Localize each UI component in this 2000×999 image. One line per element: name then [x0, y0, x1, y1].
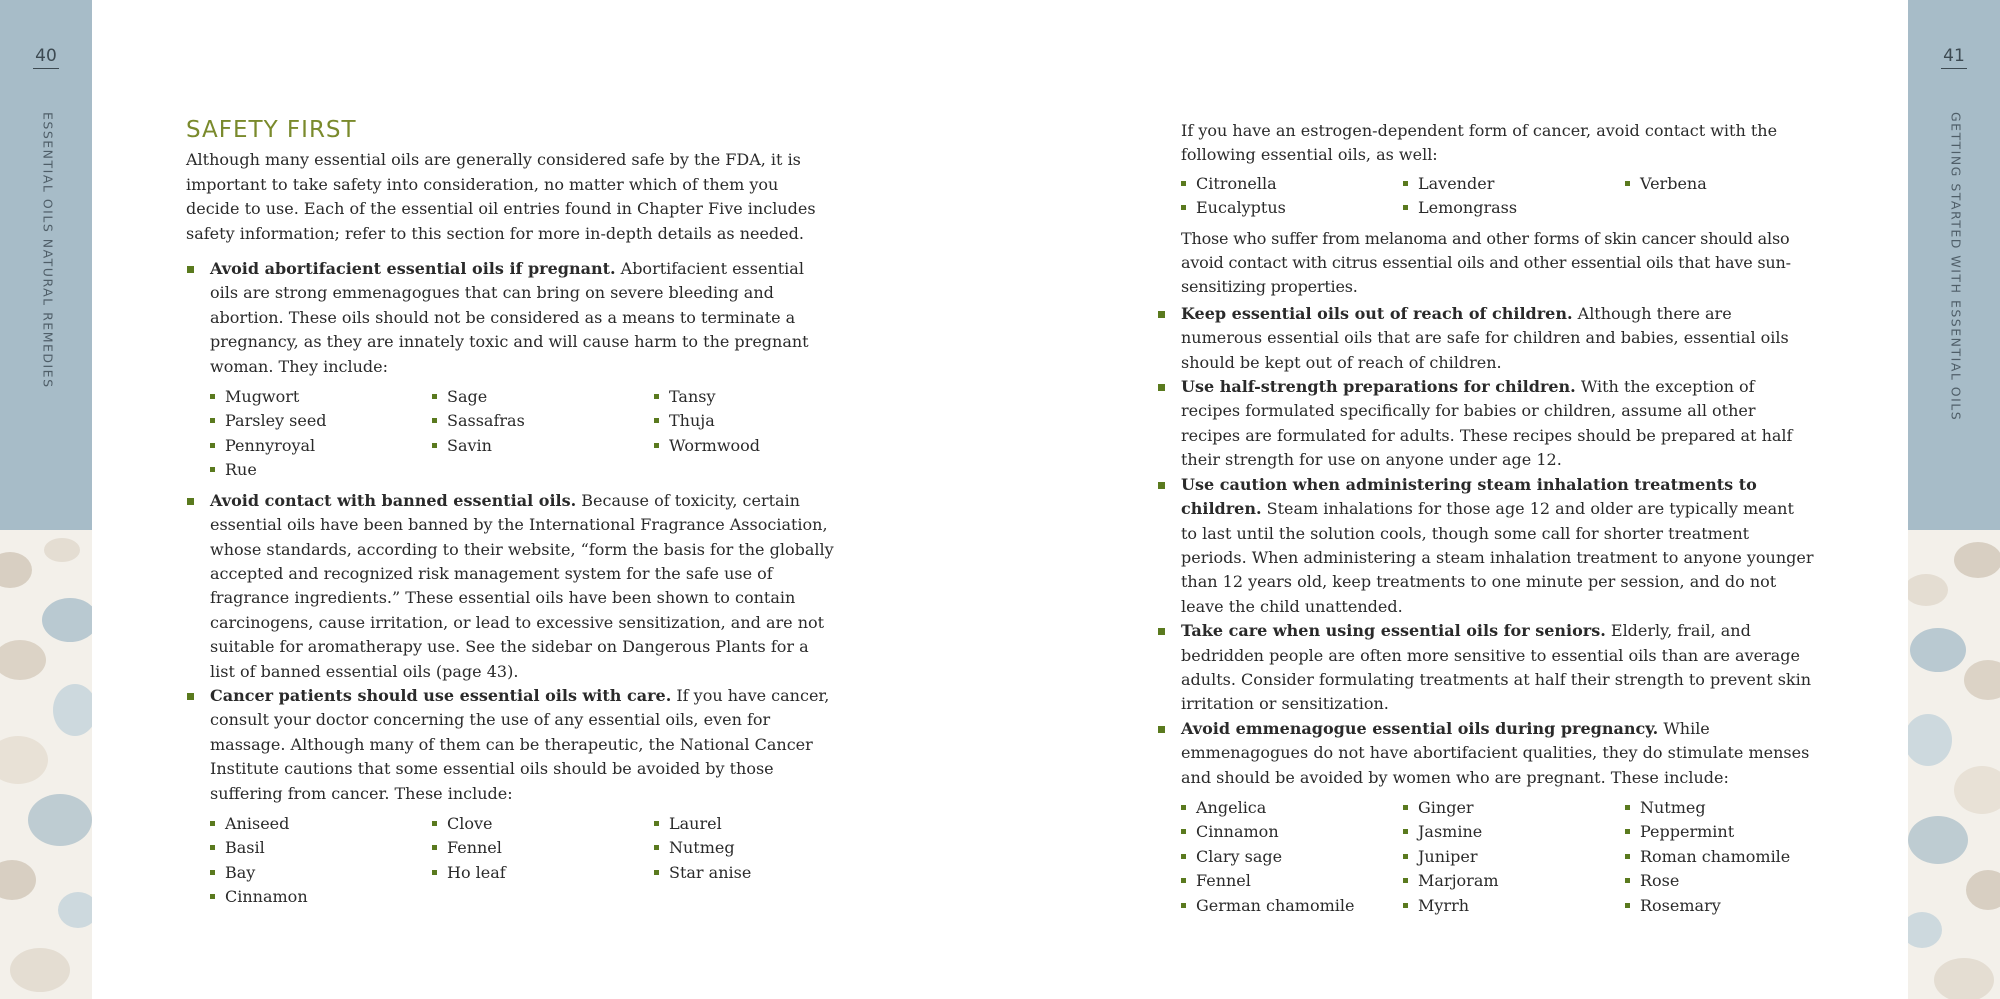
- oil-list-item: Wormwood: [654, 434, 876, 458]
- oil-list-item: Pennyroyal: [210, 434, 432, 458]
- emmenagogue-oils-list: [1181, 796, 1815, 918]
- oil-list-item: Marjoram: [1403, 869, 1625, 893]
- oil-list-item: Nutmeg: [654, 836, 876, 860]
- list-item: [1157, 619, 1815, 717]
- oil-list-item: Rue: [210, 458, 432, 482]
- left-page-column: [186, 118, 836, 916]
- oil-list-item: Thuja: [654, 409, 876, 433]
- item-heading: Take care when using essential oils for seniors.: [1181, 621, 1606, 641]
- oil-list-item: Clove: [432, 812, 654, 836]
- oil-list-item: Juniper: [1403, 845, 1625, 869]
- oil-list-item: Citronella: [1181, 172, 1403, 196]
- oil-list-item: Aniseed: [210, 812, 432, 836]
- oil-list-item: Parsley seed: [210, 409, 432, 433]
- right-page-column: [1181, 119, 1815, 924]
- item-text: While emmenagogues do not have abortifacient qualities, they do stimulate menses and should be avoided by women who are pregnant. These include:: [1181, 718, 1810, 787]
- oil-list-item: Cinnamon: [210, 885, 432, 909]
- list-item: [1157, 302, 1815, 375]
- oil-list-item: Lemongrass: [1403, 196, 1625, 220]
- oil-list-item: Verbena: [1625, 172, 1847, 196]
- right-margin-band: [1908, 0, 2000, 999]
- oil-list-item: Basil: [210, 836, 432, 860]
- oil-list-item: Lavender: [1403, 172, 1625, 196]
- item-heading: Avoid emmenagogue essential oils during pregnancy.: [1181, 718, 1659, 738]
- melanoma-note: Those who suffer from melanoma and other forms of skin cancer should also avoid contact with citrus essential oils and other essential oils that have sun-sensitizing properties.: [1181, 228, 1791, 297]
- floral-pattern-left-art: [0, 530, 92, 999]
- item-heading: Use half-strength preparations for children.: [1181, 377, 1576, 397]
- page-number-left: 40: [0, 46, 92, 69]
- item-text: With the exception of recipes formulated specifically for babies or children, assume all other recipes are formulated for adults. These recipes should be prepared at half their strength for use on anyone under age 12.: [1181, 377, 1793, 470]
- floral-pattern-right-art: [1908, 530, 2000, 999]
- item-heading: Keep essential oils out of reach of children.: [1181, 303, 1573, 323]
- oil-list-item: Fennel: [432, 836, 654, 860]
- list-item: [1157, 717, 1815, 790]
- running-head-left: ESSENTIAL OILS NATURAL REMEDIES: [40, 112, 56, 389]
- item-text: Although there are numerous essential oils that are safe for children and babies, essential oils should be kept out of reach of children.: [1181, 303, 1789, 372]
- list-item: [186, 257, 836, 379]
- left-margin-band: [0, 0, 92, 999]
- intro-paragraph: Although many essential oils are generally considered safe by the FDA, it is important to take safety into consideration, no matter which of them you decide to use. Each of the essential oil entries found in Chapter Five includes safety information; refer to this section for more in-depth details as needed.: [186, 150, 816, 243]
- running-head-right: GETTING STARTED WITH ESSENTIAL OILS: [1948, 112, 1964, 422]
- oil-list-item: Angelica: [1181, 796, 1403, 820]
- floral-pattern-right: [1908, 530, 2000, 999]
- estrogen-intro: If you have an estrogen-dependent form of cancer, avoid contact with the following essential oils, as well:: [1181, 121, 1778, 165]
- oil-list-item: German chamomile: [1181, 894, 1403, 918]
- oil-list-item: Peppermint: [1625, 820, 1847, 844]
- oil-list-item: Savin: [432, 434, 654, 458]
- abortifacient-oils-list: [210, 385, 836, 483]
- page-title: SAFETY FIRST: [186, 117, 357, 143]
- list-item: [1157, 375, 1815, 473]
- item-heading: Avoid contact with banned essential oils.: [210, 490, 577, 510]
- cancer-caution-oils-list: [210, 812, 836, 910]
- oil-list-item: Roman chamomile: [1625, 845, 1847, 869]
- item-text: Steam inhalations for those age 12 and older are typically meant to last until the solution cools, though some call for shorter treatment periods. When administering a steam inhalation treatment to anyone younger than 12 years old, keep treatments to one minute per session, and do not leave the child unattended.: [1181, 499, 1814, 616]
- item-heading: Cancer patients should use essential oils with care.: [210, 685, 672, 705]
- oil-list-item: Bay: [210, 861, 432, 885]
- floral-pattern-left: [0, 530, 92, 999]
- oil-list-item: Cinnamon: [1181, 820, 1403, 844]
- page-number-right: 41: [1908, 46, 2000, 69]
- list-item: [186, 684, 836, 806]
- item-text: Elderly, frail, and bedridden people are often more sensitive to essential oils than are average adults. Consider formulating treatments at half their strength to prevent skin irritation or sensitization.: [1181, 621, 1812, 714]
- oil-list-item: Nutmeg: [1625, 796, 1847, 820]
- item-heading: Use caution when administering steam inhalation treatments to children.: [1181, 474, 1757, 519]
- item-text: Because of toxicity, certain essential oils have been banned by the International Fragrance Association, whose standards, according to their website, “form the basis for the globally accepted and recognized risk management system for the safe use of fragrance ingredients.” These essential oils have been shown to contain carcinogens, cause irritation, or lead to excessive sensitization, and are not suitable for aromatherapy use. See the sidebar on Dangerous Plants for a list of banned essential oils (page 43).: [210, 490, 834, 681]
- oil-list-item: Ginger: [1403, 796, 1625, 820]
- item-text: If you have cancer, consult your doctor concerning the use of any essential oils, even for massage. Although many of them can be therapeutic, the National Cancer Institute cautions that some essential oils should be avoided by those suffering from cancer. These include:: [210, 685, 830, 803]
- oil-list-item: Mugwort: [210, 385, 432, 409]
- list-item: [186, 489, 836, 684]
- oil-list-item: Clary sage: [1181, 845, 1403, 869]
- oil-list-item: Fennel: [1181, 869, 1403, 893]
- oil-list-item: Myrrh: [1403, 894, 1625, 918]
- item-heading: Avoid abortifacient essential oils if pregnant.: [210, 259, 616, 279]
- oil-list-item: Ho leaf: [432, 861, 654, 885]
- oil-list-item: Eucalyptus: [1181, 196, 1403, 220]
- oil-list-item: Rose: [1625, 869, 1847, 893]
- item-text: Abortifacient essential oils are strong emmenagogues that can bring on severe bleeding and abortion. These oils should not be considered as a means to terminate a pregnancy, as they are innately toxic and will cause harm to the pregnant woman. They include:: [210, 259, 809, 376]
- oil-list-item: Laurel: [654, 812, 876, 836]
- oil-list-item: Rosemary: [1625, 894, 1847, 918]
- oil-list-item: Jasmine: [1403, 820, 1625, 844]
- list-item: [1157, 473, 1815, 619]
- oil-list-item: Sassafras: [432, 409, 654, 433]
- estrogen-oils-list: [1181, 172, 1815, 221]
- oil-list-item: Star anise: [654, 861, 876, 885]
- oil-list-item: Sage: [432, 385, 654, 409]
- oil-list-item: Tansy: [654, 385, 876, 409]
